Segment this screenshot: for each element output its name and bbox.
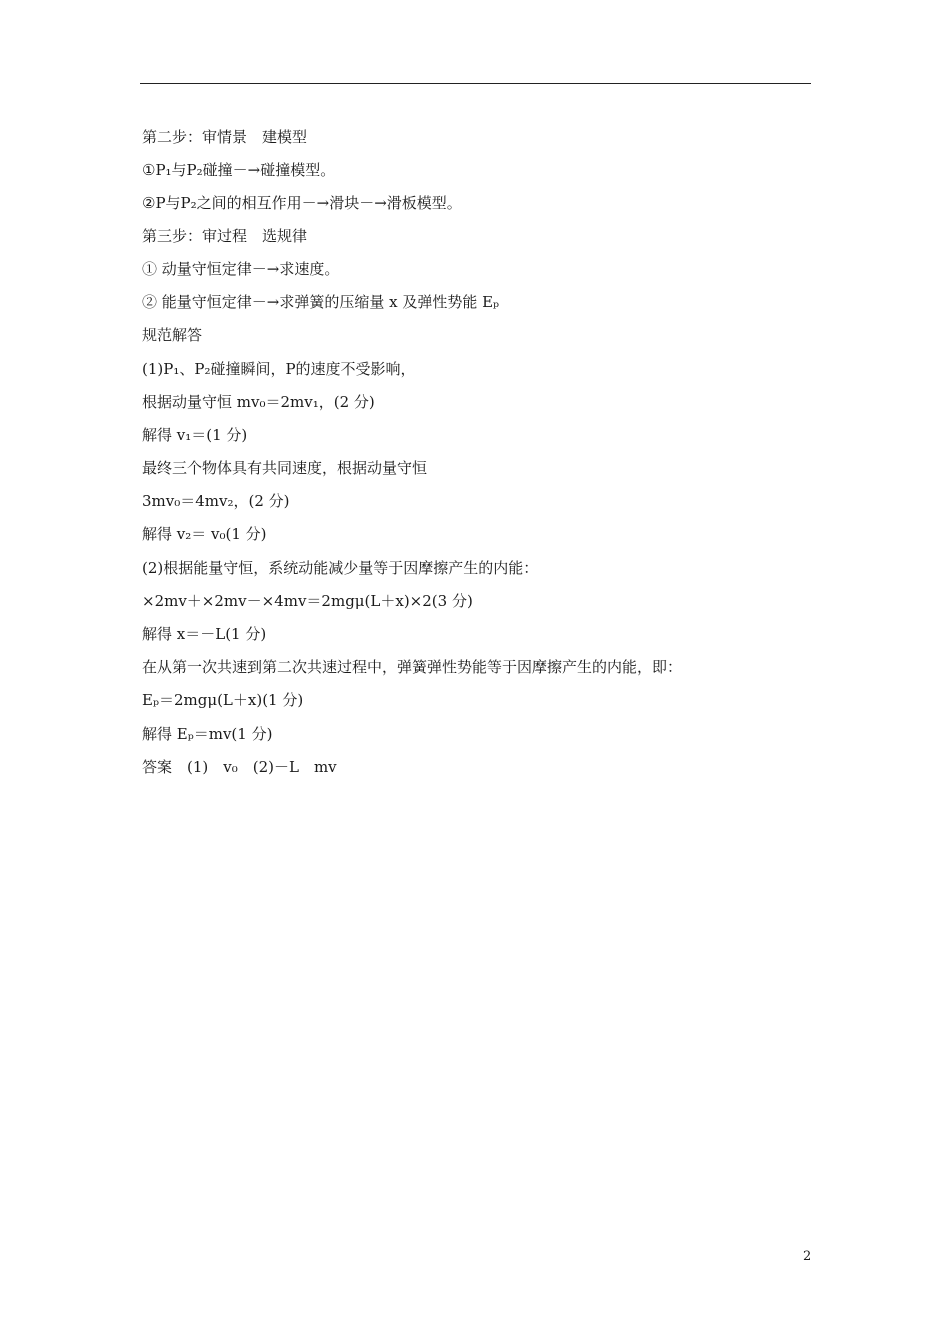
text-line: ① 动量守恒定律－→求速度。 <box>142 260 340 278</box>
text-line: 答案 (1) v₀ (2)－L mv <box>142 758 337 776</box>
text-line: 第三步：审过程 选规律 <box>142 227 308 245</box>
text-line: 根据动量守恒 mv₀＝2mv₁，(2 分) <box>142 393 375 411</box>
text-line: ② 能量守恒定律－→求弹簧的压缩量 x 及弹性势能 Eₚ <box>142 293 500 311</box>
text-line: ①P₁与P₂碰撞－→碰撞模型。 <box>142 161 336 179</box>
text-line: (1)P₁、P₂碰撞瞬间，P的速度不受影响， <box>142 360 416 378</box>
text-line: 第二步：审情景 建模型 <box>142 128 308 146</box>
text-line: ②P与P₂之间的相互作用－→滑块－→滑板模型。 <box>142 194 462 212</box>
text-line: 规范解答 <box>142 326 203 344</box>
text-line: 在从第一次共速到第二次共速过程中，弹簧弹性势能等于因摩擦产生的内能，即： <box>142 658 683 676</box>
text-line: 解得 Eₚ＝mv(1 分) <box>142 725 273 743</box>
text-line: 解得 v₁＝(1 分) <box>142 426 248 444</box>
text-line: 解得 x＝－L(1 分) <box>142 625 267 643</box>
text-line: (2)根据能量守恒，系统动能减少量等于因摩擦产生的内能： <box>142 559 539 577</box>
text-line: ×2mv＋×2mv－×4mv＝2mgμ(L＋x)×2(3 分) <box>142 592 473 610</box>
text-line: 解得 v₂＝ v₀(1 分) <box>142 525 267 543</box>
header-rule <box>140 83 811 84</box>
page-number: 2 <box>803 1249 812 1264</box>
text-line: 3mv₀＝4mv₂，(2 分) <box>142 492 290 510</box>
text-line: Eₚ＝2mgμ(L＋x)(1 分) <box>142 691 304 709</box>
text-line: 最终三个物体具有共同速度，根据动量守恒 <box>142 459 428 477</box>
